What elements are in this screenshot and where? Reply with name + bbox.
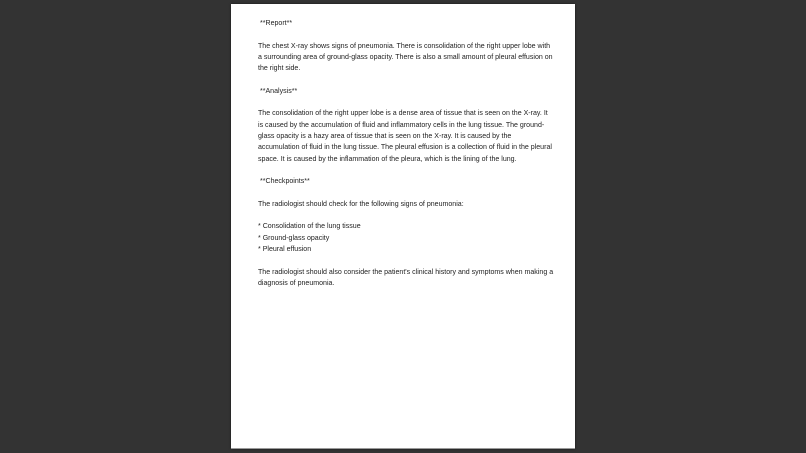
list-item: * Ground-glass opacity — [258, 234, 330, 242]
checkpoints-intro: The radiologist should check for the following signs of pneumonia: — [258, 200, 464, 208]
analysis-paragraph: The consolidation of the right upper lobe is a dense area of tissue that is seen on the X-ray. It is caused by the accumulation of fluid and inflammatory cells in the lung tissue. The ground-glass opacity is a hazy area of tissue that is seen on the X-ray. It is caused by the accumulation of fluid in the lung tissue. The pleural effusion is a collection of fluid in the pleural space. It is caused by the inflammation of the pleura, which is the lining of the lung. — [258, 110, 552, 163]
closing-paragraph: The radiologist should also consider the patient's clinical history and symptoms when making a diagnosis of pneumonia. — [258, 268, 554, 287]
document-page — [231, 4, 575, 449]
report-paragraph: The chest X-ray shows signs of pneumonia. There is consolidation of the right upper lobe with a surrounding area of ground-glass opacity. There is also a small amount of pleural effusion on the right side. — [258, 42, 553, 73]
list-item: * Pleural effusion — [258, 245, 312, 253]
list-item: * Consolidation of the lung tissue — [258, 223, 361, 231]
checkpoints-list — [258, 221, 554, 255]
page-content — [258, 18, 554, 300]
report-heading: **Report** — [260, 20, 293, 27]
checkpoints-heading: **Checkpoints** — [260, 178, 310, 186]
analysis-heading: **Analysis** — [260, 87, 298, 95]
